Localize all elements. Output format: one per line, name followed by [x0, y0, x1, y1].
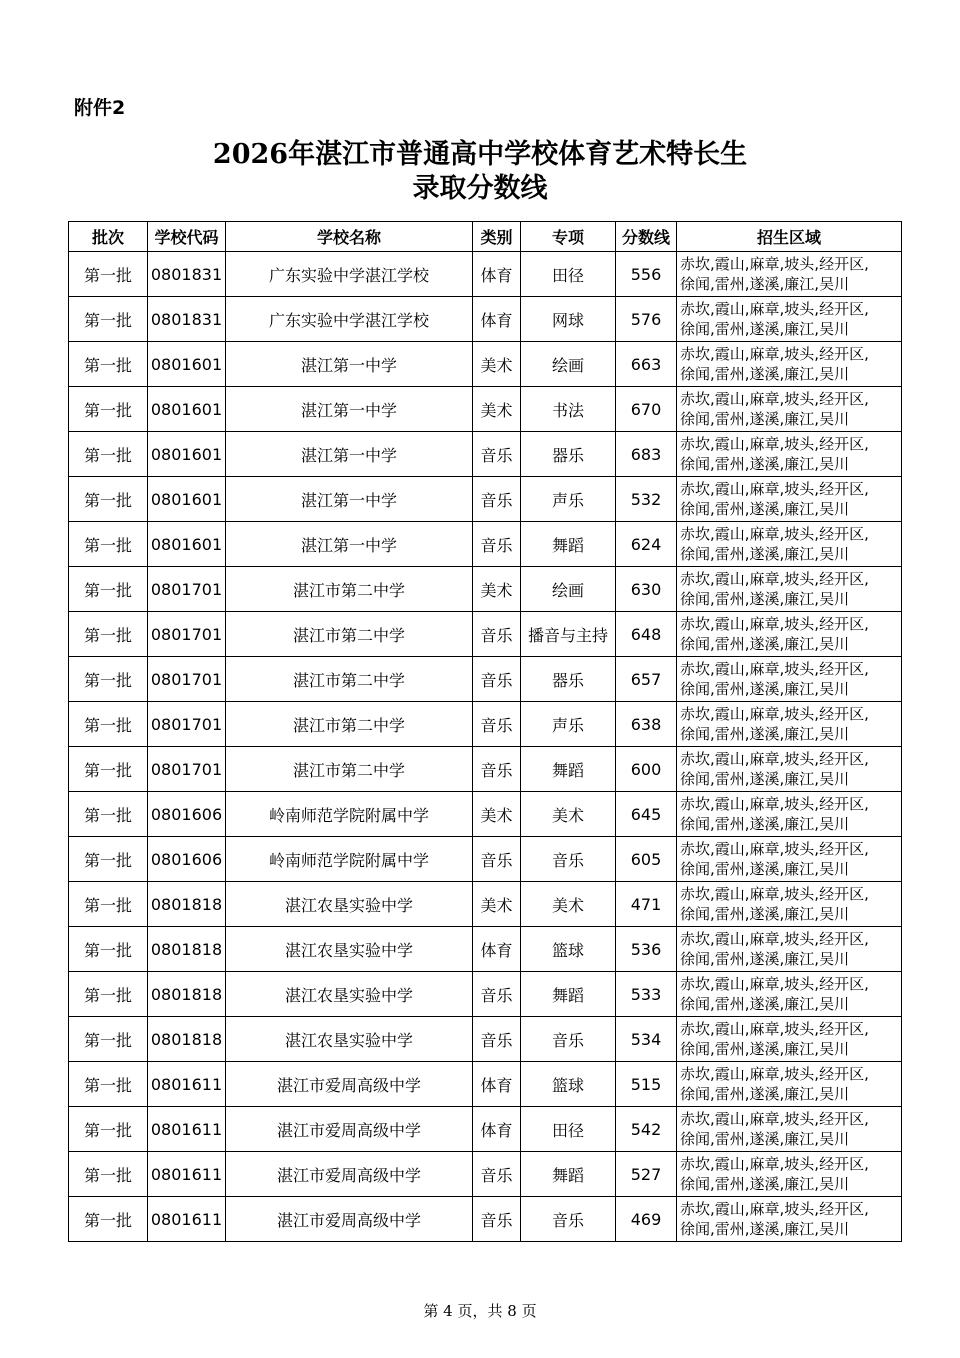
cell-specialty: 舞蹈 [521, 1152, 616, 1197]
table-row [69, 522, 902, 567]
cell-specialty: 器乐 [521, 657, 616, 702]
cell-batch: 第一批 [69, 612, 148, 657]
table-row [69, 387, 902, 432]
cell-specialty: 器乐 [521, 432, 616, 477]
table-row [69, 792, 902, 837]
region-line2: 徐闻,雷州,遂溪,廉江,吴川 [680, 1040, 850, 1058]
cell-school-name: 岭南师范学院附属中学 [226, 837, 473, 882]
document-title-line2: 录取分数线 [412, 173, 548, 204]
cell-score: 534 [616, 1017, 677, 1062]
cell-school-code: 0801611 [148, 1152, 226, 1197]
table-row [69, 837, 902, 882]
cell-category: 美术 [473, 882, 521, 927]
cell-score: 576 [616, 297, 677, 342]
cell-school-code: 0801606 [148, 837, 226, 882]
cell-specialty: 绘画 [521, 567, 616, 612]
region-line1: 赤坎,霞山,麻章,坡头,经开区, [680, 255, 869, 273]
cell-category: 音乐 [473, 477, 521, 522]
table-row [69, 747, 902, 792]
cell-specialty: 篮球 [521, 1062, 616, 1107]
cell-school-code: 0801606 [148, 792, 226, 837]
cell-score: 657 [616, 657, 677, 702]
cell-region [677, 297, 902, 342]
cell-specialty: 声乐 [521, 477, 616, 522]
cell-score: 471 [616, 882, 677, 927]
cell-batch: 第一批 [69, 927, 148, 972]
cell-score: 533 [616, 972, 677, 1017]
cell-specialty: 舞蹈 [521, 747, 616, 792]
region-line2: 徐闻,雷州,遂溪,廉江,吴川 [680, 590, 850, 608]
header-region: 招生区域 [677, 222, 902, 252]
region-line1: 赤坎,霞山,麻章,坡头,经开区, [680, 750, 869, 768]
cell-specialty: 篮球 [521, 927, 616, 972]
cell-specialty: 美术 [521, 882, 616, 927]
cell-school-name: 湛江农垦实验中学 [226, 1017, 473, 1062]
cell-region [677, 927, 902, 972]
cell-category: 体育 [473, 297, 521, 342]
cell-region [677, 567, 902, 612]
region-line2: 徐闻,雷州,遂溪,廉江,吴川 [680, 995, 850, 1013]
cell-school-code: 0801601 [148, 522, 226, 567]
cell-score: 638 [616, 702, 677, 747]
region-line2: 徐闻,雷州,遂溪,廉江,吴川 [680, 1130, 850, 1148]
table-header-row [69, 222, 902, 252]
cell-region [677, 747, 902, 792]
cell-school-code: 0801818 [148, 882, 226, 927]
cell-school-name: 湛江市爱周高级中学 [226, 1107, 473, 1152]
region-line1: 赤坎,霞山,麻章,坡头,经开区, [680, 300, 869, 318]
cell-school-name: 湛江农垦实验中学 [226, 972, 473, 1017]
table-row [69, 1062, 902, 1107]
cell-region [677, 837, 902, 882]
table-row [69, 882, 902, 927]
cell-score: 600 [616, 747, 677, 792]
cell-category: 音乐 [473, 657, 521, 702]
region-line2: 徐闻,雷州,遂溪,廉江,吴川 [680, 1175, 850, 1193]
cell-school-code: 0801701 [148, 612, 226, 657]
cell-category: 体育 [473, 1107, 521, 1152]
cell-school-code: 0801701 [148, 657, 226, 702]
cell-specialty: 书法 [521, 387, 616, 432]
cell-school-code: 0801818 [148, 1017, 226, 1062]
cell-school-name: 湛江市第二中学 [226, 747, 473, 792]
cell-region [677, 252, 902, 297]
cell-region [677, 1062, 902, 1107]
region-line1: 赤坎,霞山,麻章,坡头,经开区, [680, 390, 869, 408]
cell-batch: 第一批 [69, 342, 148, 387]
cell-specialty: 田径 [521, 252, 616, 297]
region-line2: 徐闻,雷州,遂溪,廉江,吴川 [680, 950, 850, 968]
cell-school-name: 湛江市第二中学 [226, 612, 473, 657]
cell-batch: 第一批 [69, 747, 148, 792]
cell-category: 音乐 [473, 1017, 521, 1062]
cell-batch: 第一批 [69, 837, 148, 882]
region-line2: 徐闻,雷州,遂溪,廉江,吴川 [680, 725, 850, 743]
cell-category: 音乐 [473, 972, 521, 1017]
cell-school-name: 湛江市爱周高级中学 [226, 1197, 473, 1242]
cell-region [677, 1197, 902, 1242]
cell-score: 556 [616, 252, 677, 297]
cell-category: 音乐 [473, 432, 521, 477]
cell-batch: 第一批 [69, 1107, 148, 1152]
cell-specialty: 舞蹈 [521, 522, 616, 567]
cell-school-name: 湛江市第二中学 [226, 657, 473, 702]
region-line2: 徐闻,雷州,遂溪,廉江,吴川 [680, 545, 850, 563]
region-line1: 赤坎,霞山,麻章,坡头,经开区, [680, 1020, 869, 1038]
cell-category: 美术 [473, 792, 521, 837]
cell-category: 音乐 [473, 522, 521, 567]
cell-specialty: 声乐 [521, 702, 616, 747]
table-row [69, 1152, 902, 1197]
cell-school-name: 广东实验中学湛江学校 [226, 252, 473, 297]
table-row [69, 567, 902, 612]
region-line2: 徐闻,雷州,遂溪,廉江,吴川 [680, 1085, 850, 1103]
cell-school-code: 0801701 [148, 702, 226, 747]
cell-region [677, 387, 902, 432]
region-line1: 赤坎,霞山,麻章,坡头,经开区, [680, 615, 869, 633]
cell-school-name: 广东实验中学湛江学校 [226, 297, 473, 342]
cell-batch: 第一批 [69, 477, 148, 522]
cell-batch: 第一批 [69, 657, 148, 702]
cell-school-name: 岭南师范学院附属中学 [226, 792, 473, 837]
cell-batch: 第一批 [69, 972, 148, 1017]
region-line2: 徐闻,雷州,遂溪,廉江,吴川 [680, 500, 850, 518]
cell-specialty: 播音与主持 [521, 612, 616, 657]
cell-category: 音乐 [473, 837, 521, 882]
cell-school-code: 0801601 [148, 342, 226, 387]
cell-batch: 第一批 [69, 567, 148, 612]
table-row [69, 1197, 902, 1242]
region-line1: 赤坎,霞山,麻章,坡头,经开区, [680, 570, 869, 588]
region-line1: 赤坎,霞山,麻章,坡头,经开区, [680, 435, 869, 453]
cell-category: 美术 [473, 387, 521, 432]
cell-school-code: 0801831 [148, 297, 226, 342]
cell-category: 美术 [473, 567, 521, 612]
region-line1: 赤坎,霞山,麻章,坡头,经开区, [680, 1200, 869, 1218]
cell-region [677, 342, 902, 387]
cell-region [677, 1152, 902, 1197]
cell-school-code: 0801611 [148, 1197, 226, 1242]
region-line2: 徐闻,雷州,遂溪,廉江,吴川 [680, 905, 850, 923]
table-row [69, 657, 902, 702]
cell-category: 音乐 [473, 1197, 521, 1242]
cell-category: 音乐 [473, 612, 521, 657]
region-line2: 徐闻,雷州,遂溪,廉江,吴川 [680, 410, 850, 428]
cell-batch: 第一批 [69, 252, 148, 297]
cell-school-name: 湛江第一中学 [226, 522, 473, 567]
cell-score: 663 [616, 342, 677, 387]
cell-score: 645 [616, 792, 677, 837]
cell-region [677, 792, 902, 837]
region-line2: 徐闻,雷州,遂溪,廉江,吴川 [680, 860, 850, 878]
region-line2: 徐闻,雷州,遂溪,廉江,吴川 [680, 320, 850, 338]
cell-school-name: 湛江第一中学 [226, 477, 473, 522]
cell-region [677, 477, 902, 522]
table-row [69, 1017, 902, 1062]
cell-school-name: 湛江农垦实验中学 [226, 882, 473, 927]
cell-school-code: 0801611 [148, 1107, 226, 1152]
cell-region [677, 702, 902, 747]
region-line1: 赤坎,霞山,麻章,坡头,经开区, [680, 975, 869, 993]
cell-school-name: 湛江市第二中学 [226, 567, 473, 612]
region-line2: 徐闻,雷州,遂溪,廉江,吴川 [680, 680, 850, 698]
header-score: 分数线 [616, 222, 677, 252]
cell-region [677, 972, 902, 1017]
cell-region [677, 522, 902, 567]
region-line1: 赤坎,霞山,麻章,坡头,经开区, [680, 840, 869, 858]
cell-batch: 第一批 [69, 297, 148, 342]
header-batch: 批次 [69, 222, 148, 252]
cell-specialty: 绘画 [521, 342, 616, 387]
cell-category: 音乐 [473, 747, 521, 792]
cell-school-name: 湛江市爱周高级中学 [226, 1152, 473, 1197]
score-table [68, 221, 902, 1242]
cell-score: 670 [616, 387, 677, 432]
cell-score: 469 [616, 1197, 677, 1242]
region-line1: 赤坎,霞山,麻章,坡头,经开区, [680, 705, 869, 723]
attachment-label: 附件2 [74, 97, 126, 119]
region-line2: 徐闻,雷州,遂溪,廉江,吴川 [680, 275, 850, 293]
region-line2: 徐闻,雷州,遂溪,廉江,吴川 [680, 365, 850, 383]
cell-specialty: 美术 [521, 792, 616, 837]
region-line1: 赤坎,霞山,麻章,坡头,经开区, [680, 1065, 869, 1083]
cell-school-code: 0801601 [148, 387, 226, 432]
document-title-line1: 2026年湛江市普通高中学校体育艺术特长生 [212, 139, 748, 170]
cell-school-name: 湛江市爱周高级中学 [226, 1062, 473, 1107]
region-line1: 赤坎,霞山,麻章,坡头,经开区, [680, 930, 869, 948]
table-row [69, 702, 902, 747]
cell-batch: 第一批 [69, 1197, 148, 1242]
table-row [69, 612, 902, 657]
cell-batch: 第一批 [69, 1017, 148, 1062]
header-specialty: 专项 [521, 222, 616, 252]
cell-region [677, 882, 902, 927]
cell-category: 体育 [473, 252, 521, 297]
cell-score: 532 [616, 477, 677, 522]
cell-batch: 第一批 [69, 522, 148, 567]
cell-region [677, 1107, 902, 1152]
page-footer: 第 4 页，共 8 页 [423, 1302, 537, 1320]
region-line2: 徐闻,雷州,遂溪,廉江,吴川 [680, 815, 850, 833]
cell-school-code: 0801701 [148, 747, 226, 792]
cell-category: 美术 [473, 342, 521, 387]
region-line2: 徐闻,雷州,遂溪,廉江,吴川 [680, 770, 850, 788]
cell-school-name: 湛江市第二中学 [226, 702, 473, 747]
region-line2: 徐闻,雷州,遂溪,廉江,吴川 [680, 455, 850, 473]
cell-score: 605 [616, 837, 677, 882]
region-line1: 赤坎,霞山,麻章,坡头,经开区, [680, 345, 869, 363]
region-line1: 赤坎,霞山,麻章,坡头,经开区, [680, 1155, 869, 1173]
table-row [69, 927, 902, 972]
cell-region [677, 432, 902, 477]
cell-school-code: 0801831 [148, 252, 226, 297]
cell-score: 648 [616, 612, 677, 657]
cell-region [677, 1017, 902, 1062]
cell-category: 体育 [473, 927, 521, 972]
region-line1: 赤坎,霞山,麻章,坡头,经开区, [680, 885, 869, 903]
cell-batch: 第一批 [69, 432, 148, 477]
cell-batch: 第一批 [69, 792, 148, 837]
cell-category: 体育 [473, 1062, 521, 1107]
cell-specialty: 网球 [521, 297, 616, 342]
cell-school-code: 0801818 [148, 927, 226, 972]
table-row [69, 477, 902, 522]
cell-school-code: 0801701 [148, 567, 226, 612]
cell-specialty: 田径 [521, 1107, 616, 1152]
table-row [69, 1107, 902, 1152]
cell-school-code: 0801818 [148, 972, 226, 1017]
header-category: 类别 [473, 222, 521, 252]
cell-school-code: 0801611 [148, 1062, 226, 1107]
cell-score: 683 [616, 432, 677, 477]
header-school-name: 学校名称 [226, 222, 473, 252]
cell-batch: 第一批 [69, 387, 148, 432]
cell-specialty: 音乐 [521, 1017, 616, 1062]
cell-specialty: 音乐 [521, 1197, 616, 1242]
cell-school-name: 湛江第一中学 [226, 387, 473, 432]
cell-score: 542 [616, 1107, 677, 1152]
cell-school-name: 湛江第一中学 [226, 432, 473, 477]
region-line1: 赤坎,霞山,麻章,坡头,经开区, [680, 660, 869, 678]
cell-region [677, 657, 902, 702]
region-line2: 徐闻,雷州,遂溪,廉江,吴川 [680, 635, 850, 653]
cell-batch: 第一批 [69, 882, 148, 927]
cell-batch: 第一批 [69, 1062, 148, 1107]
table-row [69, 972, 902, 1017]
cell-school-code: 0801601 [148, 477, 226, 522]
cell-category: 音乐 [473, 1152, 521, 1197]
cell-region [677, 612, 902, 657]
table-row [69, 432, 902, 477]
cell-score: 630 [616, 567, 677, 612]
cell-school-name: 湛江第一中学 [226, 342, 473, 387]
cell-score: 515 [616, 1062, 677, 1107]
cell-score: 624 [616, 522, 677, 567]
region-line1: 赤坎,霞山,麻章,坡头,经开区, [680, 795, 869, 813]
header-school-code: 学校代码 [148, 222, 226, 252]
region-line1: 赤坎,霞山,麻章,坡头,经开区, [680, 480, 869, 498]
cell-score: 536 [616, 927, 677, 972]
cell-specialty: 音乐 [521, 837, 616, 882]
table-row [69, 252, 902, 297]
table-row [69, 342, 902, 387]
cell-score: 527 [616, 1152, 677, 1197]
cell-school-code: 0801601 [148, 432, 226, 477]
cell-school-name: 湛江农垦实验中学 [226, 927, 473, 972]
region-line1: 赤坎,霞山,麻章,坡头,经开区, [680, 525, 869, 543]
cell-category: 音乐 [473, 702, 521, 747]
region-line2: 徐闻,雷州,遂溪,廉江,吴川 [680, 1220, 850, 1238]
region-line1: 赤坎,霞山,麻章,坡头,经开区, [680, 1110, 869, 1128]
cell-batch: 第一批 [69, 1152, 148, 1197]
cell-batch: 第一批 [69, 702, 148, 747]
cell-specialty: 舞蹈 [521, 972, 616, 1017]
table-row [69, 297, 902, 342]
